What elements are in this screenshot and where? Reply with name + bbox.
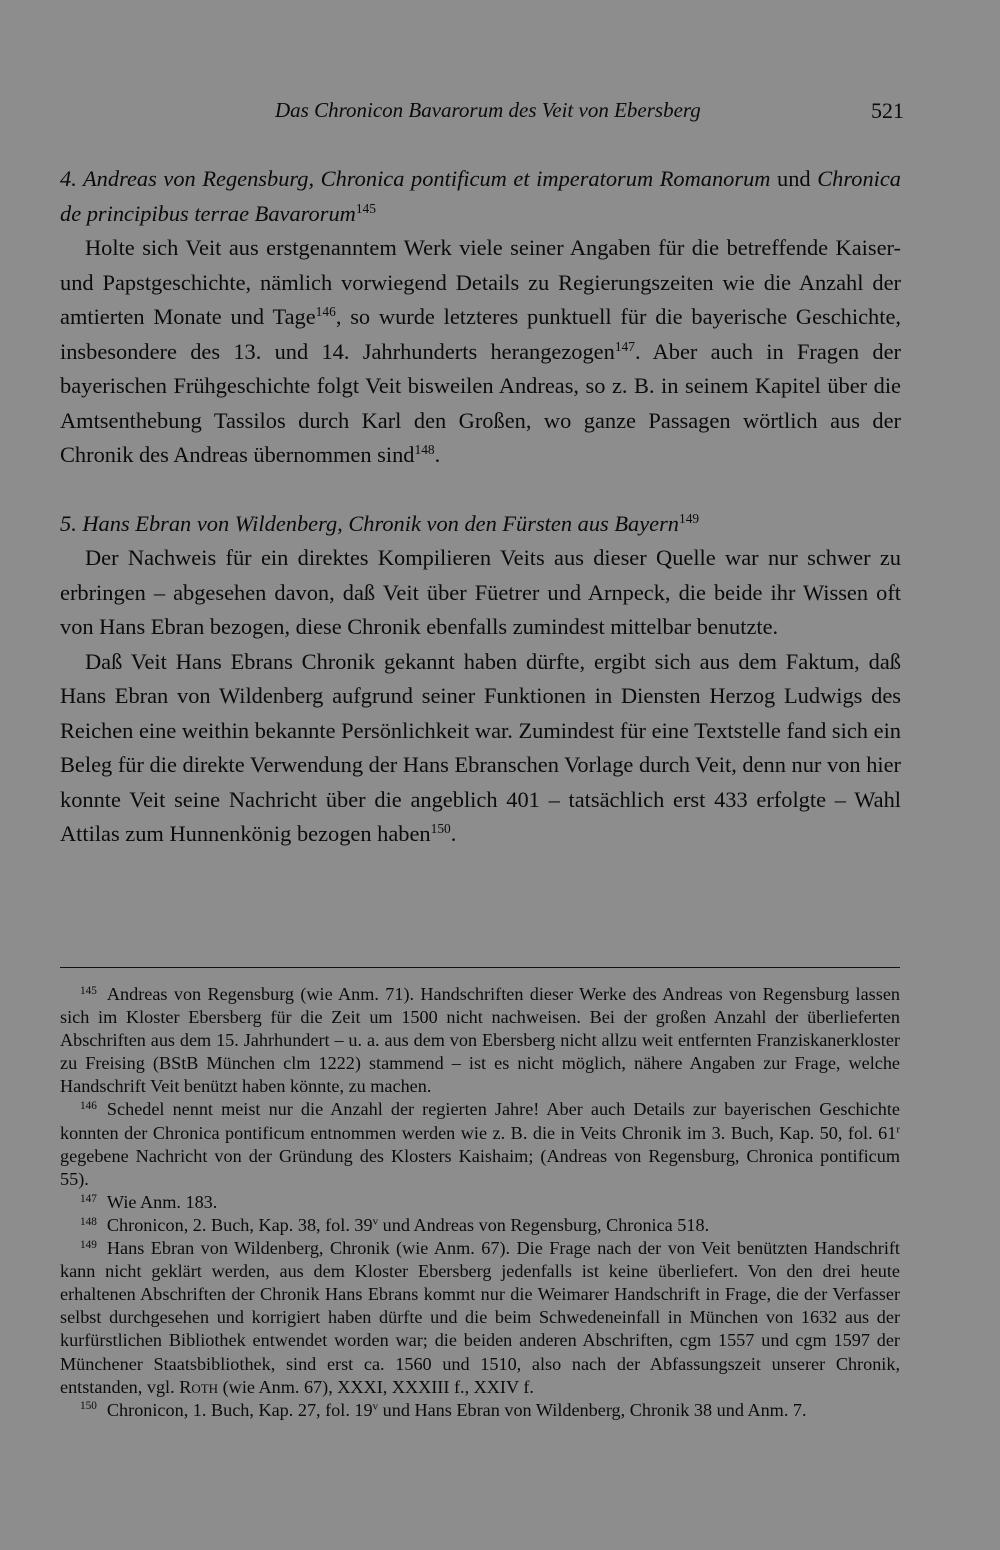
footnote-146 — [60, 1098, 900, 1190]
footnote-text: Andreas von Regensburg (wie Anm. 71). Handschriften dieser Werke des Andreas von Regensburg lassen sich im Kloster Ebersberg für die Zeit um 1500 nicht nachweisen. Bei der großen Anzahl der überlieferten Abschriften aus dem 15. Jahrhundert – u. a. aus dem von Ebersberg nicht allzu weit entfernten Franziskanerkloster zu Freising (BStB München clm 1222) stammend – ist es nicht möglich, nähere Angaben zur Frage, welche Handschrift Veit benützt haben könnte, zu machen. — [60, 984, 900, 1097]
footnote-number: 149 — [80, 1238, 97, 1251]
folio-side: v — [372, 1215, 379, 1228]
note-ref-149[interactable]: 149 — [678, 510, 700, 526]
section-4-title: 4. Andreas von Regensburg, Chronica pontificum et imperatorum Romanorum — [60, 166, 771, 191]
section-5-heading — [60, 507, 901, 542]
footnote-number: 150 — [80, 1400, 97, 1413]
section-5-paragraph-1: Der Nachweis für ein direktes Kompilieren Veits aus dieser Quelle war nur schwer zu erbringen – abgesehen davon, daß Veit über Füetrer und Arnpeck, die beide ihr Wissen oft von Hans Ebran bezogen, diese Chronik ebenfalls zumindest mittelbar benutzte. — [60, 545, 901, 639]
folio-side: r — [896, 1123, 900, 1136]
footnote-text: Chronicon, 2. Buch, Kap. 38, fol. 39 — [106, 1214, 373, 1235]
para-text: , so wurde letzteres punktuell für die bayerische Geschichte, insbesondere des 13. und 14. Jahrhunderts herangezogen — [60, 304, 901, 364]
footnote-divider — [60, 967, 900, 968]
section-4-subtitle: Chronica de principibus terrae Bavarorum — [60, 166, 902, 226]
footnote-text: gegebene Nachricht von der Gründung des Klosters Kaishaim; (Andreas von Regensburg, Chronica pontificum 55). — [60, 1145, 900, 1189]
running-head — [60, 98, 904, 132]
page-number: 521 — [871, 98, 904, 123]
footnote-text: und Hans Ebran von Wildenberg, Chronik 38 und Anm. 7. — [378, 1399, 807, 1420]
para-text: . — [450, 821, 457, 846]
para-text: Daß Veit Hans Ebrans Chronik gekannt haben dürfte, ergibt sich aus dem Faktum, daß Hans Ebran von Wildenberg aufgrund seiner Funktionen in Diensten Herzog Ludwigs des Reichen eine weithin bekannte Persönlichkeit war. Zumindest für eine Textstelle fand sich ein Beleg für die direkte Verwendung der Hans Ebranschen Vorlage durch Veit, denn nur von hier konnte Veit seine Nachricht über die angeblich 401 – tatsächlich erst 433 erfolgte – Wahl Attilas zum Hunnenkönig bezogen haben — [60, 648, 901, 846]
note-ref-147[interactable]: 147 — [614, 338, 635, 354]
footnotes — [60, 983, 900, 1422]
footnote-number: 145 — [80, 984, 97, 997]
footnote-number: 147 — [80, 1192, 97, 1205]
footnote-text: Wie Anm. 183. — [106, 1191, 218, 1212]
note-ref-148[interactable]: 148 — [414, 441, 435, 457]
footnote-number: 148 — [80, 1215, 97, 1228]
footnote-145 — [60, 983, 900, 1098]
para-text: . Aber auch in Fragen der bayerischen Frühgeschichte folgt Veit bisweilen Andreas, so z. B. in seinem Kapitel über die Amtsenthebung Tassilos durch Karl den Großen, wo ganze Passagen wörtlich aus der Chronik des Andreas übernommen sind — [60, 338, 902, 467]
author-name: Roth — [179, 1376, 219, 1397]
running-title: Das Chronicon Bavarorum des Veit von Ebersberg — [275, 98, 701, 122]
note-ref-145[interactable]: 145 — [355, 200, 376, 216]
footnote-number: 146 — [80, 1100, 97, 1113]
footnote-text: und Andreas von Regensburg, Chronica 518. — [378, 1214, 710, 1235]
para-text: . — [434, 442, 441, 467]
section-4-paragraph — [60, 231, 901, 473]
footnote-147 — [60, 1191, 900, 1214]
section-5-title: 5. Hans Ebran von Wildenberg, Chronik von den Fürsten aus Bayern — [60, 510, 679, 536]
folio-side: v — [372, 1400, 379, 1413]
section-5-paragraph-2 — [60, 645, 901, 852]
footnote-text: Hans Ebran von Wildenberg, Chronik (wie Anm. 67). Die Frage nach der von Veit benützten Handschrift kann nicht geklärt werden, aus dem Kloster Ebersberg jedenfalls ist keine überliefert. Von den drei heute erhaltenen Abschriften der Chronik Hans Ebrans kommt nur die Weimarer Handschrift in Frage, die der Verfasser selbst durchgesehen und korrigiert haben dürfte und die beim Schwedeneinfall in München von 1632 aus der kurfürstlichen Bibliothek entwendet worden war; die beiden anderen Abschriften, cgm 1557 und cgm 1597 der Münchener Staatsbibliothek, sind erst ca. 1560 und 1510, also nach der Abfassungszeit unserer Chronik, entstanden, vgl. — [60, 1238, 900, 1397]
footnote-149 — [60, 1237, 900, 1399]
footnote-text: (wie Anm. 67), XXXI, XXXIII f., XXIV f. — [218, 1376, 534, 1397]
note-ref-150[interactable]: 150 — [430, 820, 451, 836]
section-4-connector: und — [770, 166, 818, 191]
footnote-148 — [60, 1214, 900, 1237]
main-text — [60, 162, 901, 852]
section-4-heading — [60, 162, 901, 231]
para-text: Holte sich Veit aus erstgenanntem Werk viele seiner Angaben für die betreffende Kaiser- und Papstgeschichte, nämlich vorwiegend Details zu Regierungszeiten wie die Anzahl der amtierten Monate und Tage — [60, 235, 901, 329]
footnote-text: Chronicon, 1. Buch, Kap. 27, fol. 19 — [106, 1399, 373, 1420]
note-ref-146[interactable]: 146 — [315, 303, 336, 319]
footnote-text: Schedel nennt meist nur die Anzahl der regierten Jahre! Aber auch Details zur bayerischen Geschichte konnten der Chronica pontificum entnommen werden wie z. B. die in Veits Chronik im 3. Buch, Kap. 50, fol. 61 — [60, 1099, 900, 1143]
footnote-150 — [60, 1399, 900, 1422]
